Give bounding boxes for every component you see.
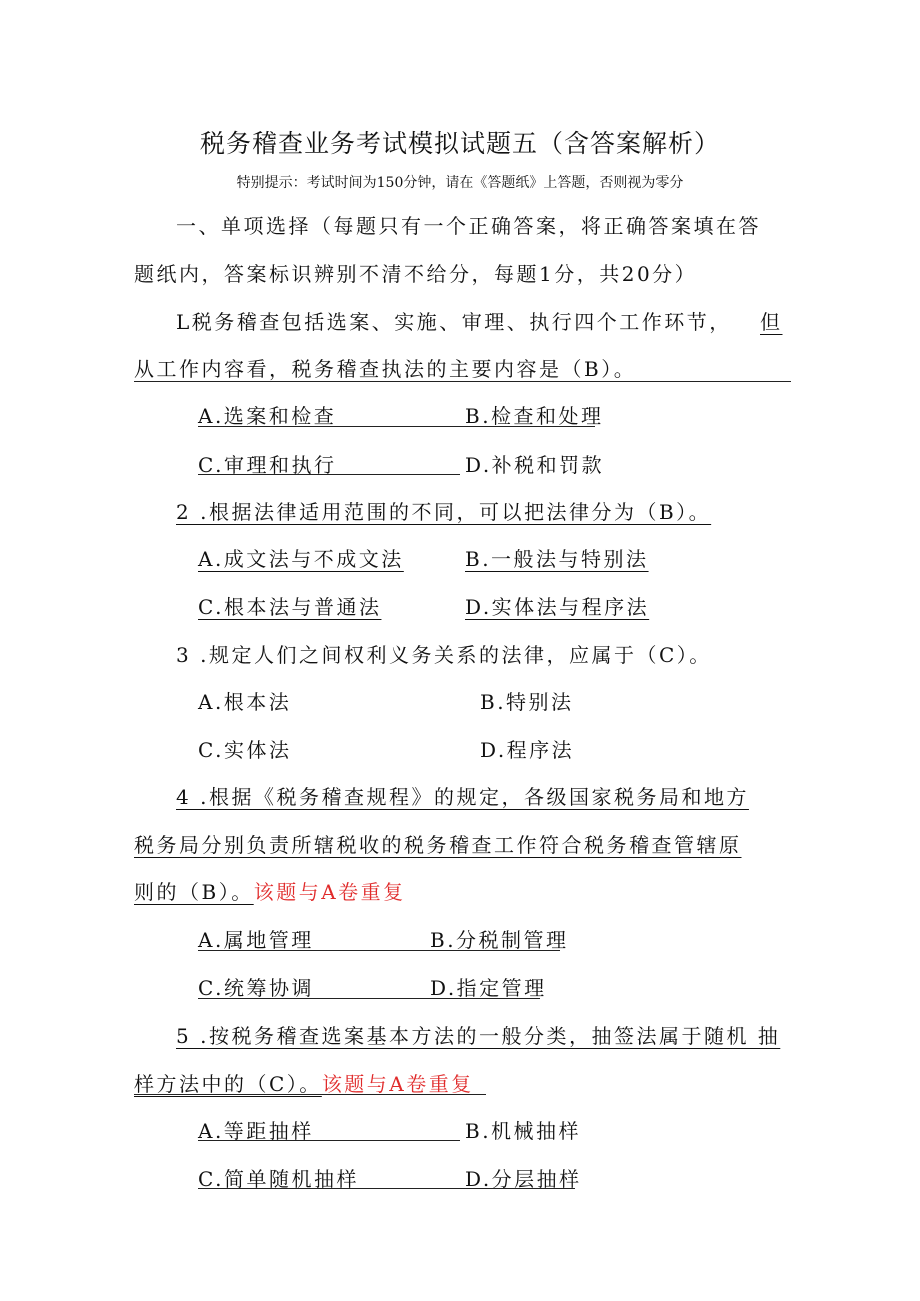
question-2-option-b: B.一般法与特别法 (465, 547, 649, 571)
duplicate-note: 该题与A卷重复 (321, 1072, 474, 1096)
question-4-option-d: D.指定管理 (430, 976, 547, 1000)
question-1-option-b: B.检查和处理 (465, 404, 604, 428)
question-2-option-d: D.实体法与程序法 (465, 595, 650, 619)
question-5-line-2 (134, 1068, 474, 1097)
question-2-option-a: A.成文法与不成文法 (198, 547, 404, 571)
question-5-option-c: C.简单随机抽样 (198, 1167, 359, 1191)
question-4-option-b: B.分税制管理 (430, 928, 569, 952)
question-4-option-c: C.统筹协调 (198, 976, 314, 1000)
question-3-option-c: C.实体法 (198, 738, 292, 762)
page-title: 税务稽查业务考试模拟试题五（含答案解析） (199, 129, 720, 158)
question-3-option-a: A.根本法 (198, 690, 292, 714)
question-1-option-d: D.补税和罚款 (465, 453, 605, 477)
question-4-answer-text: 则的（B）。 (134, 880, 254, 904)
question-4-option-rule-2 (198, 998, 540, 999)
question-3-option-d: D.程序法 (480, 738, 575, 762)
question-4-option-a: A.属地管理 (198, 928, 314, 952)
question-2-line-1: 2 .根据法律适用范围的不同，可以把法律分为（B）。 (176, 500, 712, 524)
question-1-option-rule-2 (198, 474, 460, 475)
question-2-option-c: C.根本法与普通法 (198, 595, 382, 619)
question-1-line-1-tail: 但 (760, 310, 783, 334)
question-4-line-1: 4 .根据《税务稽查规程》的规定，各级国家税务局和地方 (176, 785, 749, 809)
question-5-option-a: A.等距抽样 (198, 1119, 314, 1143)
question-1-option-a: A.选案和检查 (198, 404, 337, 428)
question-1-option-c: C.审理和执行 (198, 453, 337, 477)
duplicate-note: 该题与A卷重复 (253, 880, 406, 904)
question-1-line-2: 从工作内容看，税务稽查执法的主要内容是（B）。 (134, 357, 637, 381)
section-heading-line-1: 一、单项选择（每题只有一个正确答案，将正确答案填在答 (176, 214, 761, 238)
question-5-option-d: D.分层抽样 (465, 1167, 582, 1191)
question-4-line-2: 税务局分别负责所辖税收的税务稽查工作符合税务稽查管辖原 (134, 833, 742, 857)
question-5-rule (134, 1094, 486, 1095)
question-5-option-rule-2 (198, 1188, 575, 1189)
section-heading-line-2: 题纸内，答案标识辨别不清不给分，每题1分，共20分） (134, 262, 698, 286)
question-1-option-rule-1 (198, 426, 595, 427)
question-4-line-3 (134, 876, 406, 905)
question-5-line-1: 5 .按税务稽查选案基本方法的一般分类，抽签法属于随机 抽 (176, 1024, 781, 1048)
question-4-option-rule-1 (198, 950, 560, 951)
question-5-answer-text: 样方法中的（C）。 (134, 1072, 322, 1096)
question-3-line-1: 3 .规定人们之间权利义务关系的法律，应属于（C）。 (176, 643, 712, 667)
question-1-line-1: L税务稽查包括选案、实施、审理、执行四个工作环节， (176, 310, 732, 334)
question-1-rule (134, 381, 791, 382)
question-5-option-rule-1 (198, 1140, 460, 1141)
question-5-option-b: B.机械抽样 (465, 1119, 582, 1143)
question-3-option-b: B.特别法 (480, 690, 574, 714)
exam-notice: 特别提示：考试时间为150分钟，请在《答题纸》上答题，否则视为零分 (236, 175, 684, 191)
